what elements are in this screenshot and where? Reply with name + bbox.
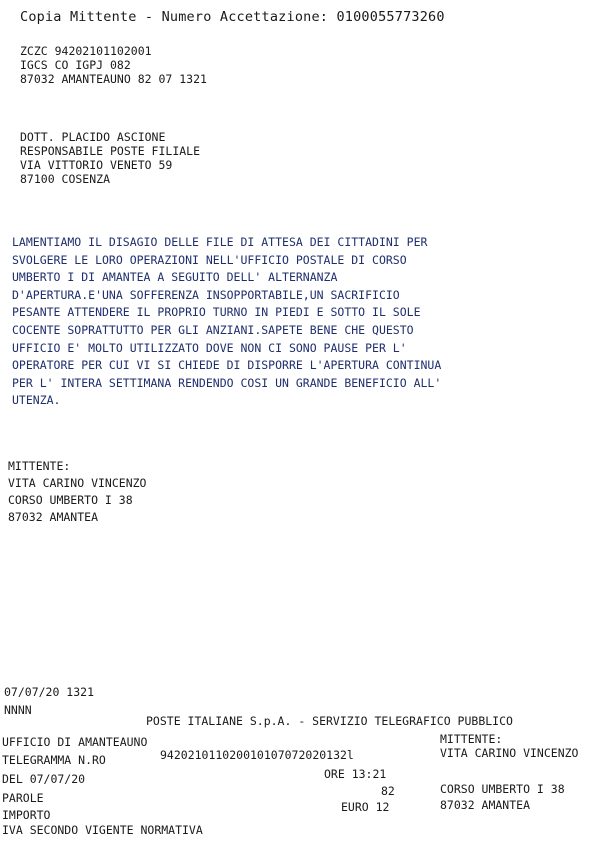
message-line: OPERATORE PER CUI VI SI CHIEDE DI DISPORRE L'APERTURA CONTINUA [12,358,442,373]
footer-sender-street: CORSO UMBERTO I 38 [440,782,565,796]
recipient-block [20,130,200,186]
message-line: LAMENTIAMO IL DISAGIO DELLE FILE DI ATTESA DEI CITTADINI PER [12,235,428,249]
office-name: UFFICIO DI AMANTEAUNO [2,735,148,749]
words-label: PAROLE [2,791,44,805]
footer-nnnn: NNNN [4,703,32,717]
message-line: UTENZA. [12,393,61,408]
amount-value: EURO 12 [341,800,390,814]
telegram-time: ORE 13:21 [324,767,387,781]
message-line: PER L' INTERA SETTIMANA RENDENDO COSI UN GRANDE BENEFICIO ALL' [12,375,442,390]
sender-block [8,458,146,526]
sender-line: VITA CARINO VINCENZO [8,476,147,490]
recipient-line: RESPONSABILE POSTE FILIALE [20,144,201,158]
message-line: PESANTE ATTENDERE IL PROPRIO TURNO IN PIEDI E SOTTO IL SOLE [12,305,421,320]
recipient-line: VIA VITTORIO VENETO 59 [20,158,173,172]
recipient-line: DOTT. PLACIDO ASCIONE [20,130,166,144]
footer-sender-city: 87032 AMANTEA [440,798,531,812]
amount-label: IMPORTO [2,808,51,822]
message-line: SVOLGERE LE LORO OPERAZIONI NELL'UFFICIO POSTALE DI CORSO [12,252,407,267]
message-line: COCENTE SOPRATTUTTO PER GLI ANZIANI.SAPETE BENE CHE QUESTO [12,322,414,337]
service-title: POSTE ITALIANE S.p.A. - SERVIZIO TELEGRAFICO PUBBLICO [146,714,513,728]
vat-note: IVA SECONDO VIGENTE NORMATIVA [2,823,203,837]
footer-sender-name: VITA CARINO VINCENZO [440,746,579,760]
telegram-number: 942021011020010107072020132l [160,748,354,762]
sender-line: 87032 AMANTEA [8,510,99,524]
telegram-codes [20,44,207,86]
message-line: UFFICIO E' MOLTO UTILIZZATO DOVE NON CI SONO PAUSE PER L' [12,340,407,355]
code-line: ZCZC 94202101102001 [20,44,152,58]
code-line: 87032 AMANTEAUNO 82 07 1321 [20,72,207,86]
acceptance-header: Copia Mittente - Numero Accettazione: 0100055773260 [20,9,445,25]
message-line: D'APERTURA.E'UNA SOFFERENZA INSOPPORTABILE,UN SACRIFICIO [12,287,400,302]
telegram-number-label: TELEGRAMMA N.RO [2,753,106,767]
sender-line: MITTENTE: [8,459,71,473]
message-body [12,234,441,410]
words-value: 82 [381,784,395,798]
code-line: IGCS CO IGPJ 082 [20,58,131,72]
message-line: UMBERTO I DI AMANTEA A SEGUITO DELL' ALTERNANZA [12,270,338,285]
sender-line: CORSO UMBERTO I 38 [8,493,133,507]
footer-date: 07/07/20 1321 [4,685,95,699]
telegram-date: DEL 07/07/20 [2,772,86,786]
recipient-line: 87100 COSENZA [20,172,111,186]
footer-sender-label: MITTENTE: [440,732,503,746]
